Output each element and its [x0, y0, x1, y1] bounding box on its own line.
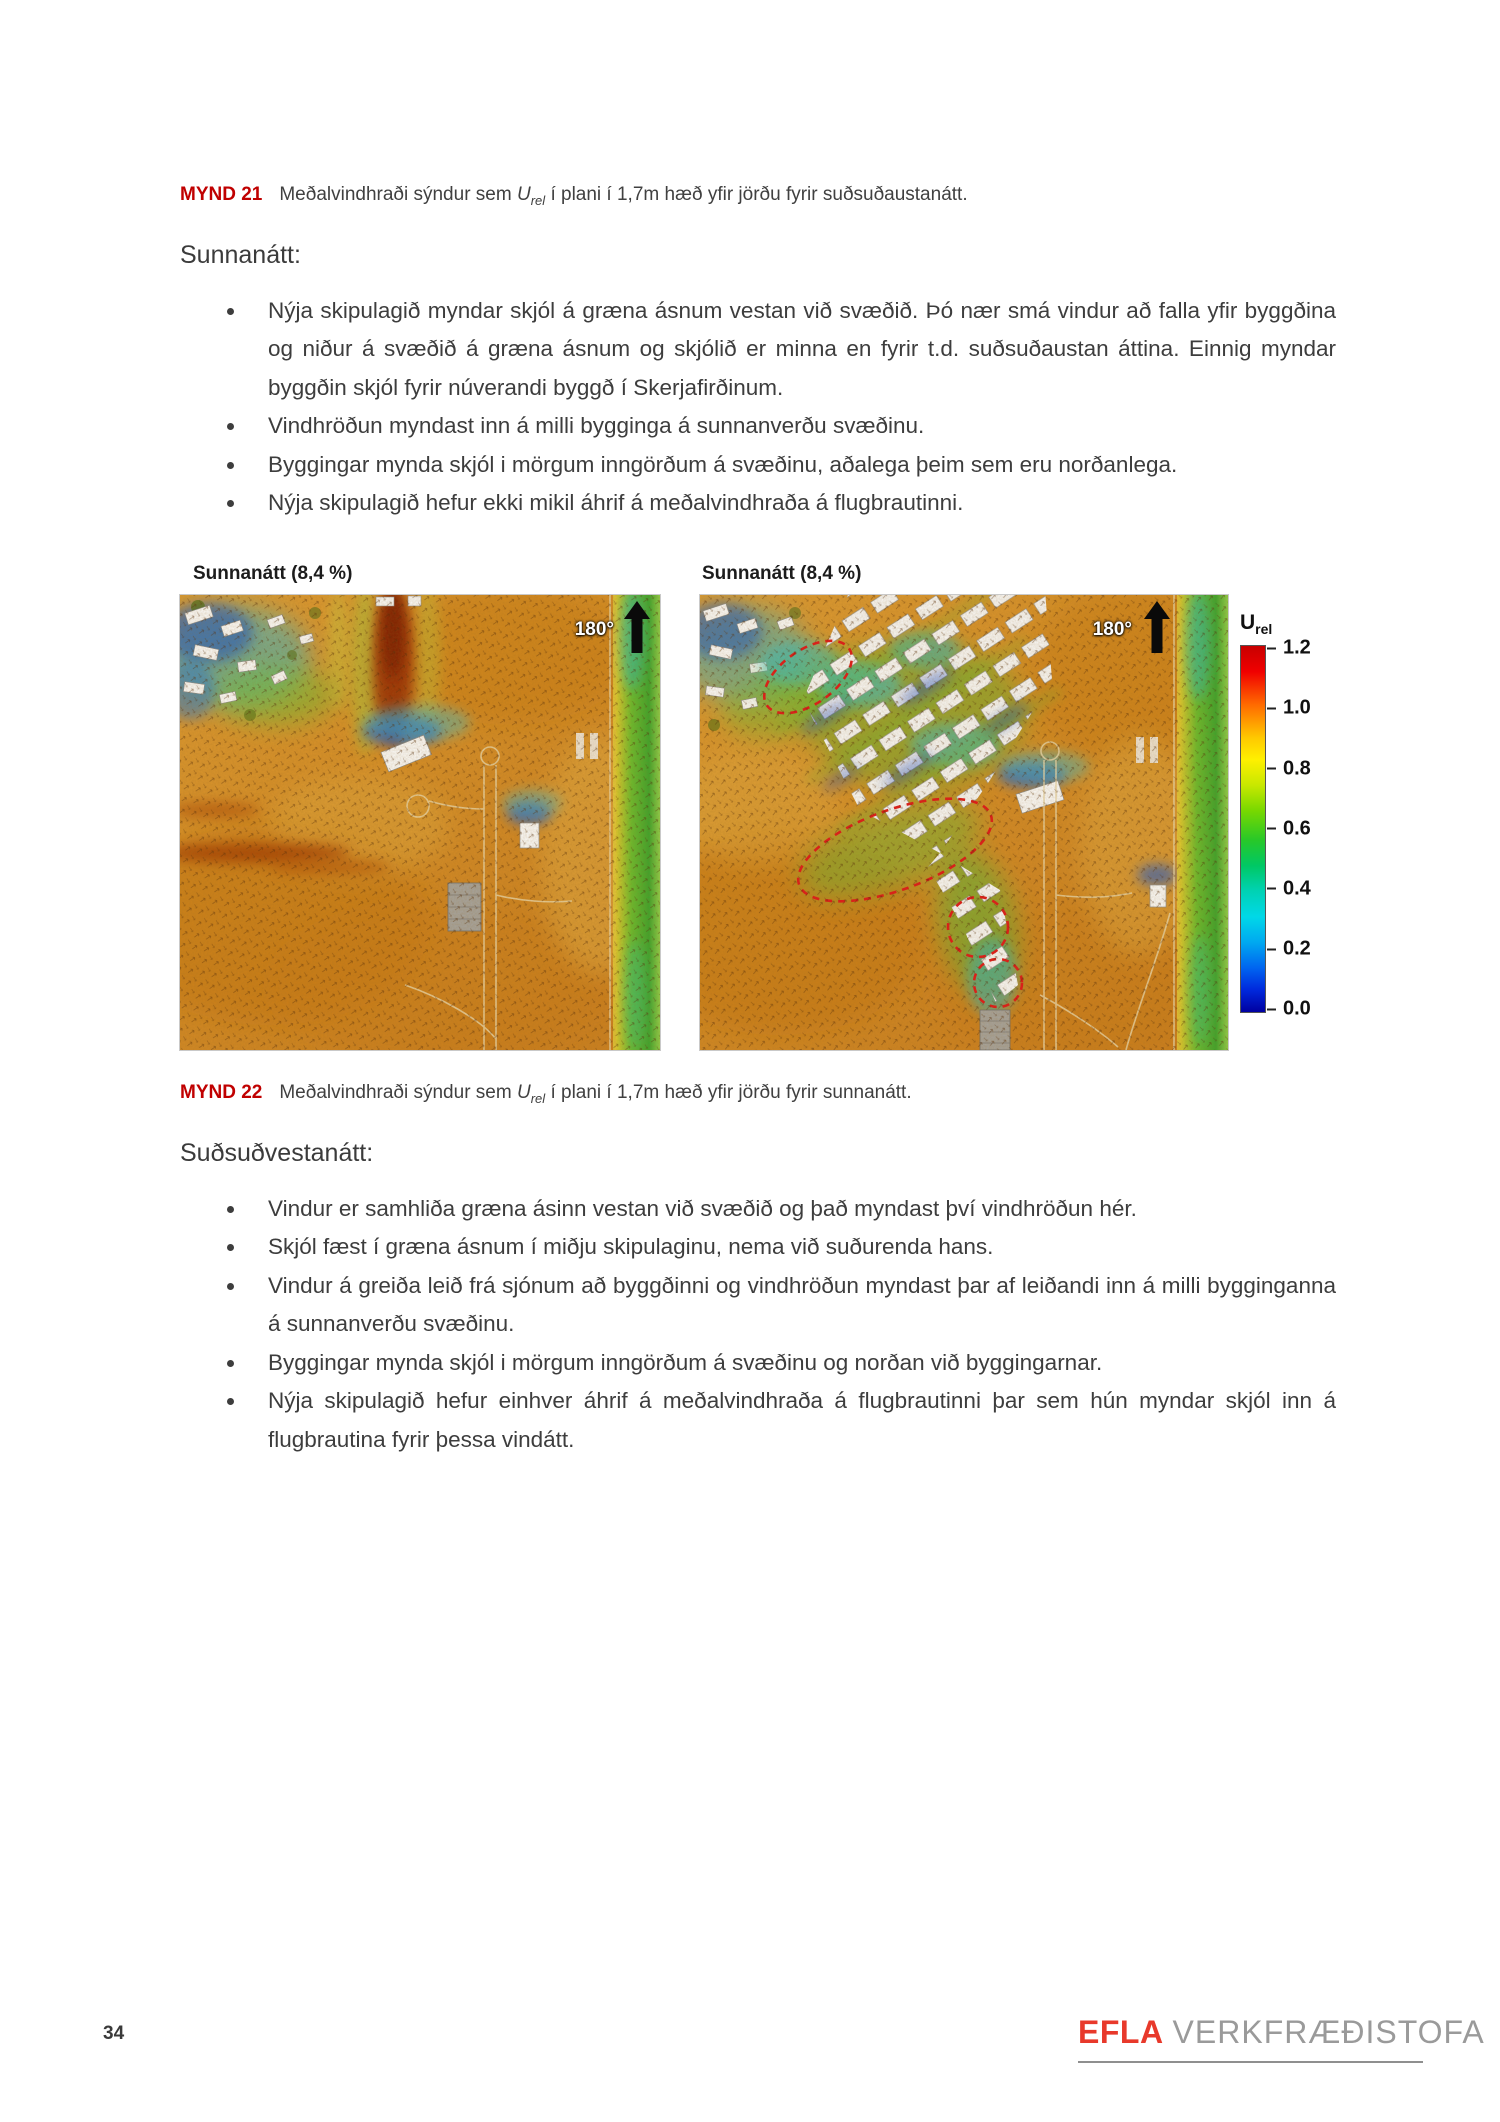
bullet-item — [268, 1190, 1336, 1229]
bullet-text: Nýja skipulagið hefur ekki mikil áhrif á meðalvindhraða á flugbrautinni. — [268, 490, 964, 516]
bullet-item — [268, 292, 1336, 408]
figure-caption-mynd21 — [180, 182, 1336, 214]
bullet-text: Nýja skipulagið hefur einhver áhrif á meðalvindhraða á flugbrautinni þar sem hún myndar skjól inn á flugbrautina fyrir þessa vindátt. — [268, 1388, 1336, 1452]
caption-label: MYND 21 — [180, 184, 263, 205]
bullet-item — [268, 484, 1336, 523]
colorbar-body — [1240, 636, 1336, 1020]
colorbar — [1240, 610, 1336, 1020]
bullet-text: Vindhröðun myndast inn á milli bygginga á sunnanverðu svæðinu. — [268, 413, 925, 439]
bullet-text: Byggingar mynda skjól i mörgum inngörðum á svæðinu og norðan við byggingarnar. — [268, 1349, 1103, 1375]
bullet-item — [268, 1344, 1336, 1383]
panel-title-left: Sunnanátt (8,4 %) — [193, 562, 353, 584]
tick-value: 1.0 — [1283, 696, 1311, 719]
caption-text-post: í plani í 1,7m hæð yfir jörðu fyrir suðsuðaustanátt. — [545, 184, 968, 205]
wind-heatmap-right-graphic — [700, 595, 1228, 1050]
bullet-text: Vindur er samhliða græna ásinn vestan við svæðið og það myndast því vindhröðun hér. — [268, 1195, 1137, 1221]
caption-symbol-sub: rel — [530, 1090, 546, 1106]
colorbar-gradient — [1240, 645, 1266, 1013]
colorbar-tick — [1267, 877, 1311, 900]
bullet-text: Byggingar mynda skjól i mörgum inngörðum á svæðinu, aðalega þeim sem eru norðanlega. — [268, 451, 1178, 477]
wind-direction-arrow-icon — [624, 601, 650, 653]
bullet-list-sunnanatt — [180, 292, 1336, 523]
wind-direction-label: 180° — [574, 618, 614, 640]
caption-text-post: í plani í 1,7m hæð yfir jörðu fyrir sunnanátt. — [545, 1081, 912, 1103]
efla-logo-text: EFLA — [1078, 2014, 1164, 2050]
wind-heatmap-left-graphic — [180, 595, 660, 1050]
wind-heatmap-left-image — [180, 595, 660, 1050]
caption-text-pre: Meðalvindhraði sýndur sem — [279, 1081, 517, 1103]
caption-label: MYND 22 — [180, 1081, 263, 1103]
tick-line — [1267, 707, 1276, 709]
colorbar-tick — [1267, 637, 1311, 660]
wind-heatmap-right-image — [700, 595, 1228, 1050]
brand-suffix-text: VERKFRÆÐISTOFA — [1172, 2014, 1485, 2050]
colorbar-title-symbol: U — [1240, 610, 1256, 634]
wind-direction-label: 180° — [1092, 618, 1132, 640]
caption-symbol-sub: rel — [530, 192, 546, 208]
colorbar-title-sub: rel — [1255, 620, 1273, 637]
tick-line — [1267, 888, 1276, 890]
colorbar-title — [1240, 611, 1336, 637]
figure-caption-mynd22 — [180, 1080, 1336, 1112]
tick-line — [1267, 948, 1276, 950]
wind-direction-arrow-icon — [1144, 601, 1170, 653]
tick-line — [1267, 828, 1276, 830]
tick-line — [1267, 768, 1276, 770]
bullet-item — [268, 1228, 1336, 1267]
bullet-text: Nýja skipulagið myndar skjól á græna ásnum vestan við svæðið. Þó nær smá vindur að falla yfir byggðina og niður á svæðið á græna ásnum og skjólið er minna en fyrir t.d. suðsuðaustan áttina. Einnig myndar byggðin skjól fyrir núverandi byggð í Skerjafirðinum. — [268, 297, 1336, 400]
panel-title-right: Sunnanátt (8,4 %) — [702, 562, 862, 584]
bullet-item — [268, 1382, 1336, 1459]
footer-rule — [1078, 2061, 1423, 2063]
bullet-text: Skjól fæst í græna ásnum í miðju skipulaginu, nema við suðurenda hans. — [268, 1234, 994, 1260]
page-number: 34 — [103, 2023, 125, 2044]
tick-line — [1267, 647, 1276, 649]
colorbar-tick — [1267, 938, 1311, 961]
caption-symbol: U — [516, 184, 531, 205]
company-logo — [1078, 2014, 1485, 2051]
heading-sunnanatt: Sunnanátt: — [180, 240, 301, 269]
colorbar-tick — [1267, 998, 1311, 1021]
bullet-text: Vindur á greiða leið frá sjónum að byggðinni og vindhröðun myndast þar af leiðandi inn á milli bygginganna á sunnanverðu svæðinu. — [268, 1272, 1336, 1337]
tick-value: 0.2 — [1283, 937, 1311, 960]
tick-value: 0.4 — [1283, 877, 1311, 900]
bullet-item — [268, 407, 1336, 446]
tick-value: 0.8 — [1283, 757, 1311, 780]
wind-heatmap-right-panel — [700, 563, 1228, 1050]
colorbar-tick — [1267, 757, 1311, 780]
page-content — [180, 182, 1336, 1459]
heading-sudsudvestanatt: Suðsuðvestanátt: — [180, 1138, 374, 1167]
colorbar-tick — [1267, 817, 1311, 840]
tick-value: 1.2 — [1283, 636, 1311, 659]
caption-symbol: U — [516, 1081, 531, 1103]
colorbar-tick — [1267, 697, 1311, 720]
caption-text-pre: Meðalvindhraði sýndur sem — [279, 184, 517, 205]
wind-heatmap-left-panel — [180, 563, 660, 1050]
tick-value: 0.6 — [1283, 817, 1311, 840]
bullet-item — [268, 446, 1336, 485]
bullet-item — [268, 1267, 1336, 1344]
tick-value: 0.0 — [1283, 997, 1311, 1020]
bullet-list-sudsudvestanatt — [180, 1190, 1336, 1460]
tick-line — [1267, 1008, 1276, 1010]
figure-mynd22 — [180, 563, 1336, 1050]
